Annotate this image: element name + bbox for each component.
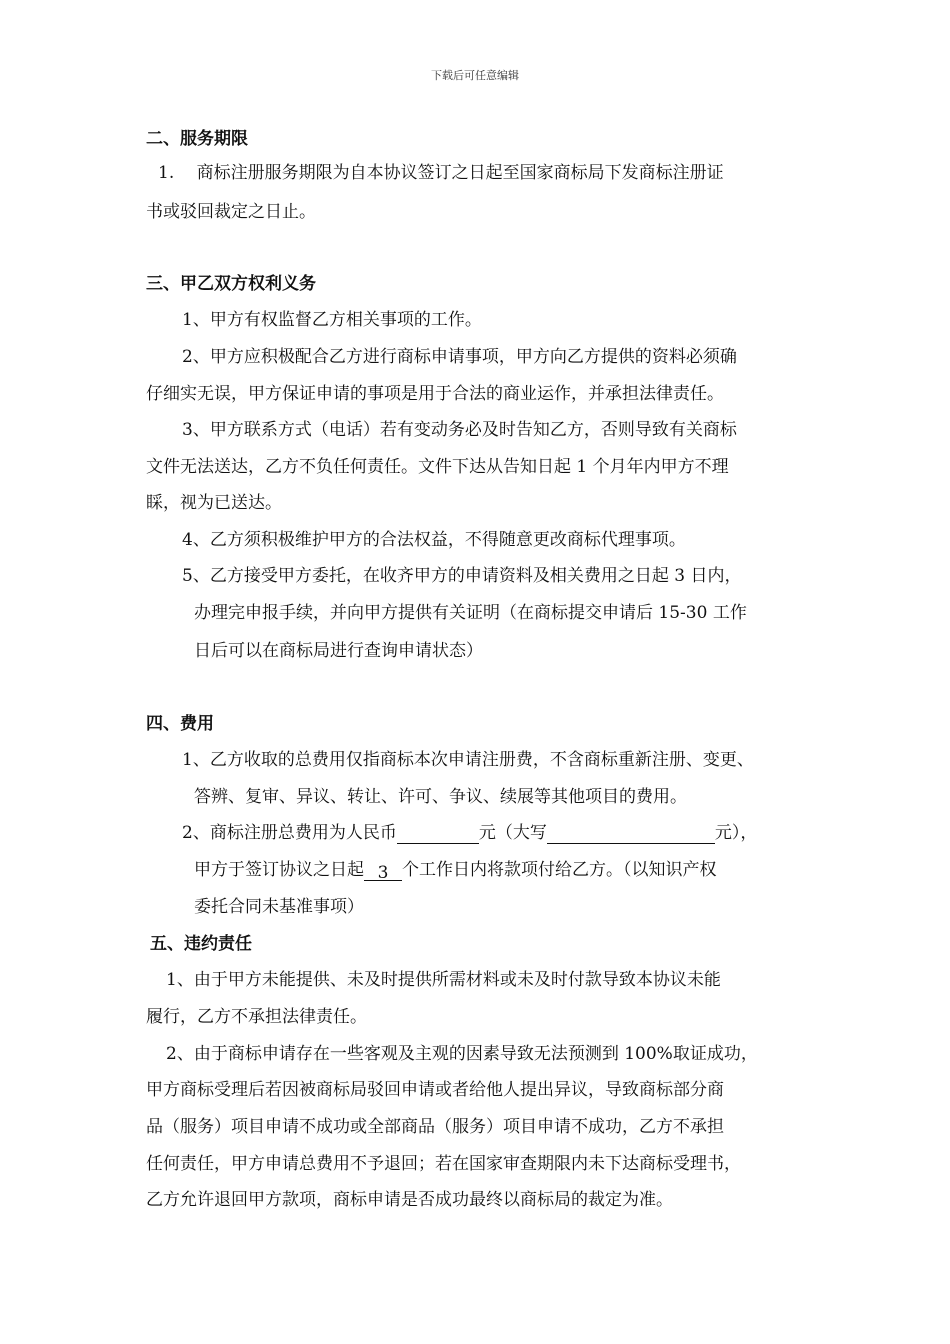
s4-item-1-line-2: 答辨、复审、异议、转让、许可、争议、续展等其他项目的费用。 [194, 787, 687, 807]
s5-item-2-line-5: 乙方允许退回甲方款项，商标申请是否成功最终以商标局的裁定为准。 [146, 1190, 673, 1210]
fee-capital-blank[interactable] [547, 825, 715, 844]
payment-days-field[interactable]: 3 [364, 862, 402, 881]
s3-item-2-line-1: 2、甲方应积极配合乙方进行商标申请事项，甲方向乙方提供的资料必须确 [182, 347, 737, 367]
payment-term-text: 个工作日内将款项付给乙方。（以知识产权 [402, 860, 717, 880]
s5-item-1-line-1: 1、由于甲方未能提供、未及时提供所需材料或未及时付款导致本协议未能 [166, 970, 721, 990]
s3-item-5-line-1: 5、乙方接受甲方委托，在收齐甲方的申请资料及相关费用之日起 3 日内， [182, 566, 742, 586]
s2-item-1-line-1: 1. 商标注册服务期限为自本协议签订之日起至国家商标局下发商标注册证 [158, 163, 724, 183]
s3-item-2-line-2: 仔细实无误，甲方保证申请的事项是用于合法的商业运作，并承担法律责任。 [146, 384, 724, 404]
payment-term-label: 甲方于签订协议之日起 [194, 860, 364, 880]
s4-item-2-line-2 [194, 859, 717, 881]
fee-capital-label: 元（大写 [478, 823, 547, 843]
s5-item-2-line-3: 品（服务）项目申请不成功或全部商品（服务）项目申请不成功，乙方不承担 [146, 1117, 724, 1137]
s3-item-3-line-2: 文件无法送达，乙方不负任何责任。文件下达从告知日起 1 个月年内甲方不理 [146, 457, 729, 477]
s5-item-1-line-2: 履行，乙方不承担法律责任。 [146, 1007, 367, 1027]
section-4-title: 四、费用 [146, 714, 214, 734]
s3-item-5-line-2: 办理完申报手续，并向甲方提供有关证明（在商标提交申请后 15-30 工作 [194, 603, 747, 623]
s4-item-1-line-1: 1、乙方收取的总费用仅指商标本次申请注册费，不含商标重新注册、变更、 [182, 750, 754, 770]
s5-item-2-line-4: 任何责任，甲方申请总费用不予退回；若在国家审查期限内未下达商标受理书， [146, 1154, 741, 1174]
s3-item-4: 4、乙方须积极维护甲方的合法权益，不得随意更改商标代理事项。 [182, 530, 686, 550]
s4-item-2-line-1 [182, 822, 757, 844]
fee-label: 2、商标注册总费用为人民币 [182, 823, 397, 843]
fee-unit-label: 元）， [714, 823, 758, 843]
s3-item-3-line-1: 3、甲方联系方式（电话）若有变动务必及时告知乙方，否则导致有关商标 [182, 420, 737, 440]
s3-item-3-line-3: 睬，视为已送达。 [146, 493, 282, 513]
s2-item-1-line-2: 书或驳回裁定之日止。 [146, 202, 316, 222]
s5-item-2-line-2: 甲方商标受理后若因被商标局驳回申请或者给他人提出异议，导致商标部分商 [146, 1080, 724, 1100]
s3-item-5-line-3: 日后可以在商标局进行查询申请状态） [194, 641, 483, 661]
section-3-title: 三、甲乙双方权利义务 [146, 274, 316, 294]
s3-item-1: 1、甲方有权监督乙方相关事项的工作。 [182, 310, 482, 330]
page-header: 下载后可任意编辑 [431, 69, 519, 82]
section-5-title: 五、违约责任 [150, 934, 252, 954]
s4-item-2-line-3: 委托合同未基准事项） [194, 897, 364, 917]
fee-amount-blank[interactable] [397, 825, 479, 844]
s5-item-2-line-1: 2、由于商标申请存在一些客观及主观的因素导致无法预测到 100%取证成功， [166, 1044, 758, 1064]
section-2-title: 二、服务期限 [146, 129, 248, 149]
